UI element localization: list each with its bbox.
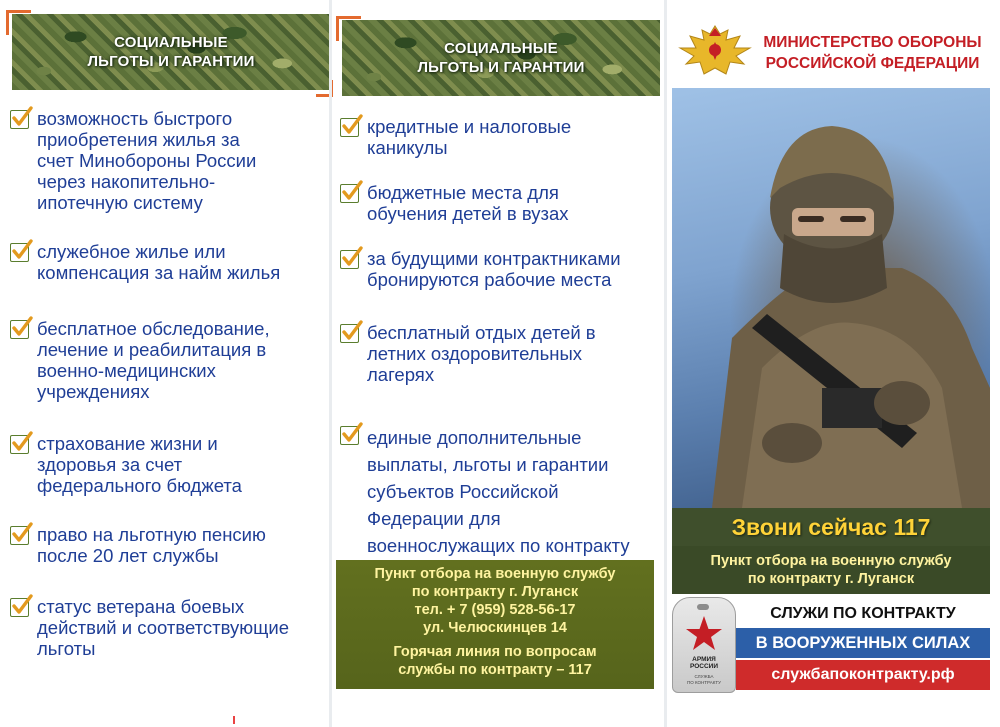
list-item bbox=[10, 318, 292, 402]
header-title-1: СОЦИАЛЬНЫЕ ЛЬГОТЫ И ГАРАНТИИ bbox=[87, 34, 255, 70]
tag-subtext: СЛУЖБА ПО КОНТРАКТУ bbox=[687, 674, 721, 685]
ministry-emblem-icon bbox=[676, 22, 754, 84]
checkbox-icon bbox=[340, 118, 359, 137]
list-item-text: страхование жизни и здоровья за счет федерального бюджета bbox=[37, 433, 242, 496]
checkbox-icon bbox=[340, 324, 359, 343]
info-line: по контракту г. Луганск bbox=[411, 584, 579, 600]
fold-line bbox=[664, 0, 667, 727]
checkbox-icon bbox=[10, 526, 29, 545]
point-banner bbox=[672, 546, 990, 594]
red-tick-mark bbox=[233, 716, 235, 724]
list-item-text: право на льготную пенсию после 20 лет службы bbox=[37, 524, 266, 566]
list-item-text: бесплатное обследование, лечение и реабилитация в военно-медицинских учреждениях bbox=[37, 318, 270, 402]
list-item bbox=[340, 182, 607, 224]
star-icon bbox=[684, 614, 724, 654]
ministry-title: МИНИСТЕРСТВО ОБОРОНЫ РОССИЙСКОЙ ФЕДЕРАЦИИ bbox=[763, 34, 982, 72]
slogan-line-1: СЛУЖИ ПО КОНТРАКТУ bbox=[770, 605, 956, 622]
list-item-text: бюджетные места для обучения детей в вузах bbox=[367, 182, 569, 224]
header-title-2: СОЦИАЛЬНЫЕ ЛЬГОТЫ И ГАРАНТИИ bbox=[417, 40, 585, 76]
list-item-text: за будущими контрактниками бронируются рабочие места bbox=[367, 248, 621, 290]
list-item bbox=[340, 322, 627, 385]
list-item-text: возможность быстрого приобретения жилья за счет Минобороны России через накопительно-ипотечную систему bbox=[37, 108, 257, 213]
call-text: Звони сейчас 117 bbox=[731, 513, 931, 540]
call-banner bbox=[672, 508, 990, 546]
point-line: Пункт отбора на военную службу bbox=[710, 553, 952, 569]
list-item-text: бесплатный отдых детей в летних оздоровительных лагерях bbox=[367, 322, 596, 385]
tag-text: АРМИЯ РОССИИ bbox=[689, 656, 719, 670]
hotline-text: Горячая линия по вопросам bbox=[393, 644, 597, 660]
checkbox-icon bbox=[340, 426, 359, 445]
list-item bbox=[10, 108, 267, 213]
recruitment-point-info bbox=[336, 560, 654, 689]
checkbox-icon bbox=[10, 320, 29, 339]
phone-text: тел. + 7 (959) 528-56-17 bbox=[414, 602, 576, 618]
point-line: по контракту г. Луганск bbox=[747, 571, 915, 587]
soldier-photo bbox=[672, 88, 990, 508]
army-dogtag-logo bbox=[672, 597, 736, 693]
list-item bbox=[340, 248, 657, 290]
hotline-text: службы по контракту – 117 bbox=[398, 662, 592, 678]
list-item bbox=[10, 433, 262, 496]
website-link[interactable]: службапоконтракту.рф bbox=[736, 660, 990, 690]
list-item-text: кредитные и налоговые каникулы bbox=[367, 116, 572, 158]
checkbox-icon bbox=[10, 435, 29, 454]
checkbox-icon bbox=[10, 598, 29, 617]
camo-header-1 bbox=[12, 14, 330, 90]
list-item bbox=[10, 596, 312, 659]
checkbox-icon bbox=[340, 184, 359, 203]
list-item-text: статус ветерана боевых действий и соответствующие льготы bbox=[37, 596, 290, 659]
checkbox-icon bbox=[340, 250, 359, 269]
fold-line bbox=[329, 0, 332, 727]
list-item bbox=[340, 424, 652, 559]
checkbox-icon bbox=[10, 110, 29, 129]
camo-header-2 bbox=[342, 20, 660, 96]
list-item bbox=[10, 241, 307, 283]
list-item bbox=[340, 116, 607, 158]
checkbox-icon bbox=[10, 243, 29, 262]
list-item-text: единые дополнительные выплаты, льготы и гарантии субъектов Российской Федерации для военнослужащих по контракту bbox=[367, 427, 630, 556]
slogan-line-2: В ВООРУЖЕННЫХ СИЛАХ bbox=[736, 628, 990, 658]
list-item-text: служебное жилье или компенсация за найм жилья bbox=[37, 241, 281, 283]
orange-corner-mark bbox=[336, 16, 361, 41]
address-text: ул. Челюскинцев 14 bbox=[423, 620, 567, 636]
info-line: Пункт отбора на военную службу bbox=[374, 566, 616, 582]
list-item bbox=[10, 524, 297, 566]
